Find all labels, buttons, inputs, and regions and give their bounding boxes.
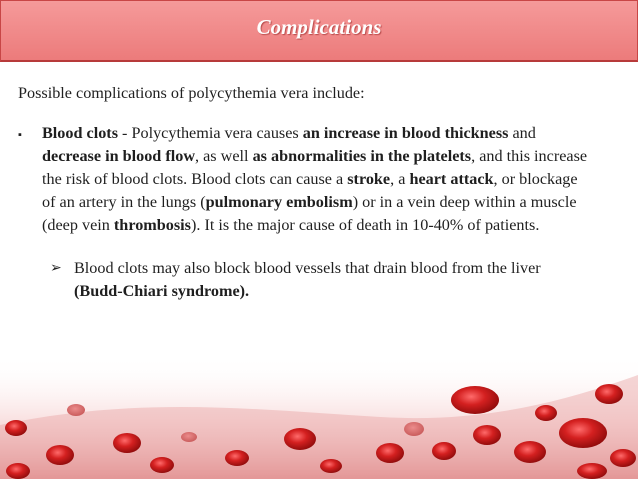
emphasis: decrease in blood flow bbox=[42, 147, 196, 165]
emphasis: thrombosis bbox=[113, 216, 191, 234]
blood-cell bbox=[150, 457, 174, 473]
emphasis: (Budd-Chiari syndrome). bbox=[74, 282, 250, 300]
bullet-blood-clots bbox=[18, 122, 618, 237]
text-run: and bbox=[508, 124, 536, 142]
sub-bullet-budd-chiari bbox=[50, 257, 618, 303]
text-run: , as well bbox=[195, 147, 253, 165]
blood-cell bbox=[225, 450, 249, 466]
intro-text: Possible complications of polycythemia vera include: bbox=[18, 84, 365, 102]
text-run: Blood clots may also block blood vessels that drain blood from the liver bbox=[74, 259, 541, 277]
blood-cell bbox=[404, 422, 424, 436]
bullet-term: Blood clots bbox=[42, 124, 118, 142]
blood-cell bbox=[113, 433, 141, 453]
blood-cell bbox=[514, 441, 546, 463]
emphasis: as abnormalities in the platelets bbox=[252, 147, 472, 165]
emphasis: an increase in blood thickness bbox=[302, 124, 509, 142]
blood-cell bbox=[535, 405, 557, 421]
slide-title-bar bbox=[0, 0, 638, 62]
blood-cell bbox=[432, 442, 456, 460]
emphasis: stroke bbox=[347, 170, 391, 188]
arrow-bullet-icon: ➢ bbox=[50, 261, 62, 276]
blood-cell bbox=[5, 420, 27, 436]
blood-cell bbox=[559, 418, 607, 448]
blood-cell bbox=[610, 449, 636, 467]
blood-cell bbox=[6, 463, 30, 479]
text-run: , a bbox=[390, 170, 410, 188]
blood-cell bbox=[577, 463, 607, 479]
blood-cell bbox=[376, 443, 404, 463]
blood-cell bbox=[284, 428, 316, 450]
text-run: ). It is the major cause of death in 10-40% of patients. bbox=[190, 216, 540, 234]
blood-cell bbox=[473, 425, 501, 445]
square-bullet-icon: ▪ bbox=[18, 129, 22, 141]
blood-cells-illustration bbox=[0, 355, 638, 479]
blood-cell bbox=[595, 384, 623, 404]
blood-cell bbox=[181, 432, 197, 442]
sub-bullet-text bbox=[74, 257, 618, 303]
emphasis: pulmonary embolism bbox=[205, 193, 353, 211]
blood-cell bbox=[67, 404, 85, 416]
bullet-text bbox=[42, 122, 618, 237]
blood-cell bbox=[320, 459, 342, 473]
slide-title: Complications bbox=[256, 15, 382, 39]
slide-body bbox=[18, 82, 618, 303]
text-run: , and this increase the risk of blood clots. Blood clots can cause a bbox=[42, 147, 588, 188]
blood-cell bbox=[451, 386, 499, 414]
text-run: ) or in a vein deep within a muscle (deep vein bbox=[42, 193, 577, 234]
text-run: , or blockage of an artery in the lungs ( bbox=[42, 170, 578, 211]
text-run: - Polycythemia vera causes bbox=[118, 124, 303, 142]
emphasis: heart attack bbox=[409, 170, 494, 188]
blood-cell bbox=[46, 445, 74, 465]
